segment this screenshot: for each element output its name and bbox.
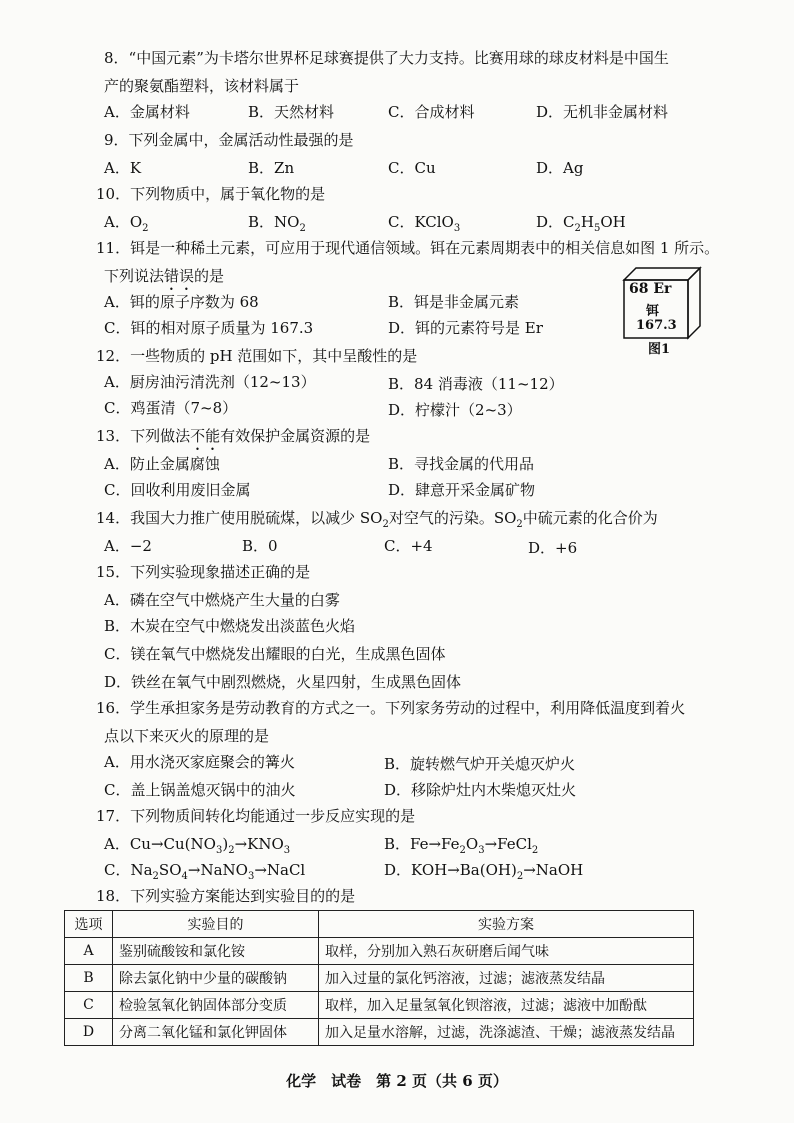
q12-option-a: A．厨房油污清洗剂（12~13） [104, 373, 316, 391]
q17-stem: 17．下列物质间转化均能通过一步反应实现的是 [96, 807, 416, 825]
q17-option-d: D．$KOH\to Ba(OH)_2\to NaOH$ [384, 861, 584, 882]
q12-option-d: D．柠檬汁（2~3） [388, 401, 522, 419]
q11-option-d: D．铒的元素符号是 Er [388, 319, 543, 337]
table-cell: 检验氢氧化钠固体部分变质 [113, 992, 319, 1019]
q9-option-b: B．Zn [248, 159, 295, 177]
table-header-cell: 实验方案 [319, 911, 694, 938]
q9-option-d: D．Ag [536, 159, 584, 177]
table-cell: 加入足量水溶解，过滤，洗涤滤渣、干燥；滤液蒸发结晶 [319, 1019, 694, 1046]
table-row [65, 992, 694, 1019]
q11-stem-line2: 下列说法错误的是 [104, 267, 225, 285]
table-cell: 除去氯化钠中少量的碳酸钠 [113, 965, 319, 992]
q16-option-b: B．旋转燃气炉开关熄灭炉火 [384, 755, 576, 773]
q8-stem-line1: 8．“中国元素”为卡塔尔世界杯足球赛提供了大力支持。比赛用球的球皮材料是中国生 [104, 49, 669, 67]
q10-stem: 10．下列物质中，属于氧化物的是 [96, 185, 326, 203]
element-mass: 167.3 [636, 318, 677, 333]
table-header-cell: 选项 [65, 911, 113, 938]
table-header-row [65, 911, 694, 938]
element-number-symbol: 68 Er [629, 281, 672, 297]
q13-option-c: C．回收利用废旧金属 [104, 481, 251, 499]
table-row [65, 1019, 694, 1046]
q17-option-a: A．$Cu\to Cu(NO_3)_2\to KNO_3$ [104, 835, 291, 856]
table-cell: C [65, 992, 113, 1019]
q13-stem: 13．下列做法不能有效保护金属资源的是 [96, 427, 371, 445]
q16-stem-line2: 点以下来灭火的原理的是 [104, 727, 270, 745]
q8-option-b: B．天然材料 [248, 103, 335, 121]
q10-option-c: C．KClO$_3$ [388, 213, 461, 234]
page-footer: 化学 试卷 第 2 页（共 6 页） [286, 1072, 508, 1090]
table-cell: D [65, 1019, 113, 1046]
q15-stem: 15．下列实验现象描述正确的是 [96, 563, 311, 581]
q15-option-c: C．镁在氧气中燃烧发出耀眼的白光，生成黑色固体 [104, 645, 446, 663]
q14-option-c: C．+4 [384, 537, 433, 555]
q8-option-c: C．合成材料 [388, 103, 475, 121]
table-cell: 加入过量的氯化钙溶液，过滤；滤液蒸发结晶 [319, 965, 694, 992]
q17-option-b: B．$Fe\to Fe_2O_3\to FeCl_2$ [384, 835, 539, 856]
table-cell: 分离二氧化锰和氯化钾固体 [113, 1019, 319, 1046]
q9-option-a: A．K [104, 159, 142, 177]
q8-option-a: A．金属材料 [104, 103, 190, 121]
figure-caption: 图1 [648, 342, 671, 357]
q16-option-c: C．盖上锅盖熄灭锅中的油火 [104, 781, 296, 799]
q14-option-a: A．−2 [104, 537, 152, 555]
q14-option-d: D．+6 [528, 539, 578, 557]
q12-stem: 12．一些物质的 pH 范围如下，其中呈酸性的是 [96, 347, 418, 365]
table-cell: B [65, 965, 113, 992]
q11-stem-line1: 11．铒是一种稀土元素，可应用于现代通信领域。铒在元素周期表中的相关信息如图 1 所示。 [96, 239, 720, 257]
q14-option-b: B．0 [242, 537, 278, 555]
q13-emphasis: 不能 [190, 427, 221, 445]
q13-option-a: A．防止金属腐蚀 [104, 455, 220, 473]
q16-stem-line1: 16．学生承担家务是劳动教育的方式之一。下列家务劳动的过程中，利用降低温度到着火 [96, 699, 686, 717]
q15-option-a: A．磷在空气中燃烧产生大量的白雾 [104, 591, 340, 609]
q13-option-d: D．肆意开采金属矿物 [388, 481, 536, 499]
element-name: 铒 [646, 304, 660, 319]
table-cell: 取样，加入足量氢氧化钡溶液，过滤；滤液中加酚酞 [319, 992, 694, 1019]
q11-option-b: B．铒是非金属元素 [388, 293, 520, 311]
q11-emphasis: 错误 [164, 267, 195, 285]
q15-option-d: D．铁丝在氧气中剧烈燃烧，火星四射，生成黑色固体 [104, 673, 462, 691]
q15-option-b: B．木炭在空气中燃烧发出淡蓝色火焰 [104, 617, 356, 635]
table-cell: A [65, 938, 113, 965]
q18-table [64, 910, 694, 1046]
table-row [65, 938, 694, 965]
q18-stem: 18．下列实验方案能达到实验目的的是 [96, 887, 356, 905]
q8-option-d: D．无机非金属材料 [536, 103, 669, 121]
table-cell: 取样，分别加入熟石灰研磨后闻气味 [319, 938, 694, 965]
q12-option-b: B．84 消毒液（11~12） [388, 375, 564, 393]
q9-option-c: C．Cu [388, 159, 436, 177]
q16-option-d: D．移除炉灶内木柴熄灭灶火 [384, 781, 577, 799]
table-header-cell: 实验目的 [113, 911, 319, 938]
q17-option-c: C．$Na_2SO_4\to NaNO_3\to NaCl$ [104, 861, 306, 882]
element-card-figure [622, 266, 700, 340]
q10-option-b: B．$NO_2$ [248, 213, 306, 234]
q12-option-c: C．鸡蛋清（7~8） [104, 399, 238, 417]
q16-option-a: A．用水浇灭家庭聚会的篝火 [104, 753, 295, 771]
q13-option-b: B．寻找金属的代用品 [388, 455, 535, 473]
q10-option-a: A．$O_2$ [104, 213, 149, 234]
table-cell: 鉴别硫酸铵和氯化铵 [113, 938, 319, 965]
q10-option-d: D．$C_2H_5OH$ [536, 213, 626, 234]
q11-option-a: A．铒的原子序数为 68 [104, 293, 259, 311]
q8-stem-line2: 产的聚氨酯塑料，该材料属于 [104, 77, 300, 95]
q14-stem: 14．我国大力推广使用脱硫煤，以减少 $SO_2$对空气的污染。$SO_2$中硫元素的化合价为 [96, 509, 658, 530]
q9-stem: 9．下列金属中，金属活动性最强的是 [104, 131, 354, 149]
q11-option-c: C．铒的相对原子质量为 167.3 [104, 319, 314, 337]
table-row [65, 965, 694, 992]
